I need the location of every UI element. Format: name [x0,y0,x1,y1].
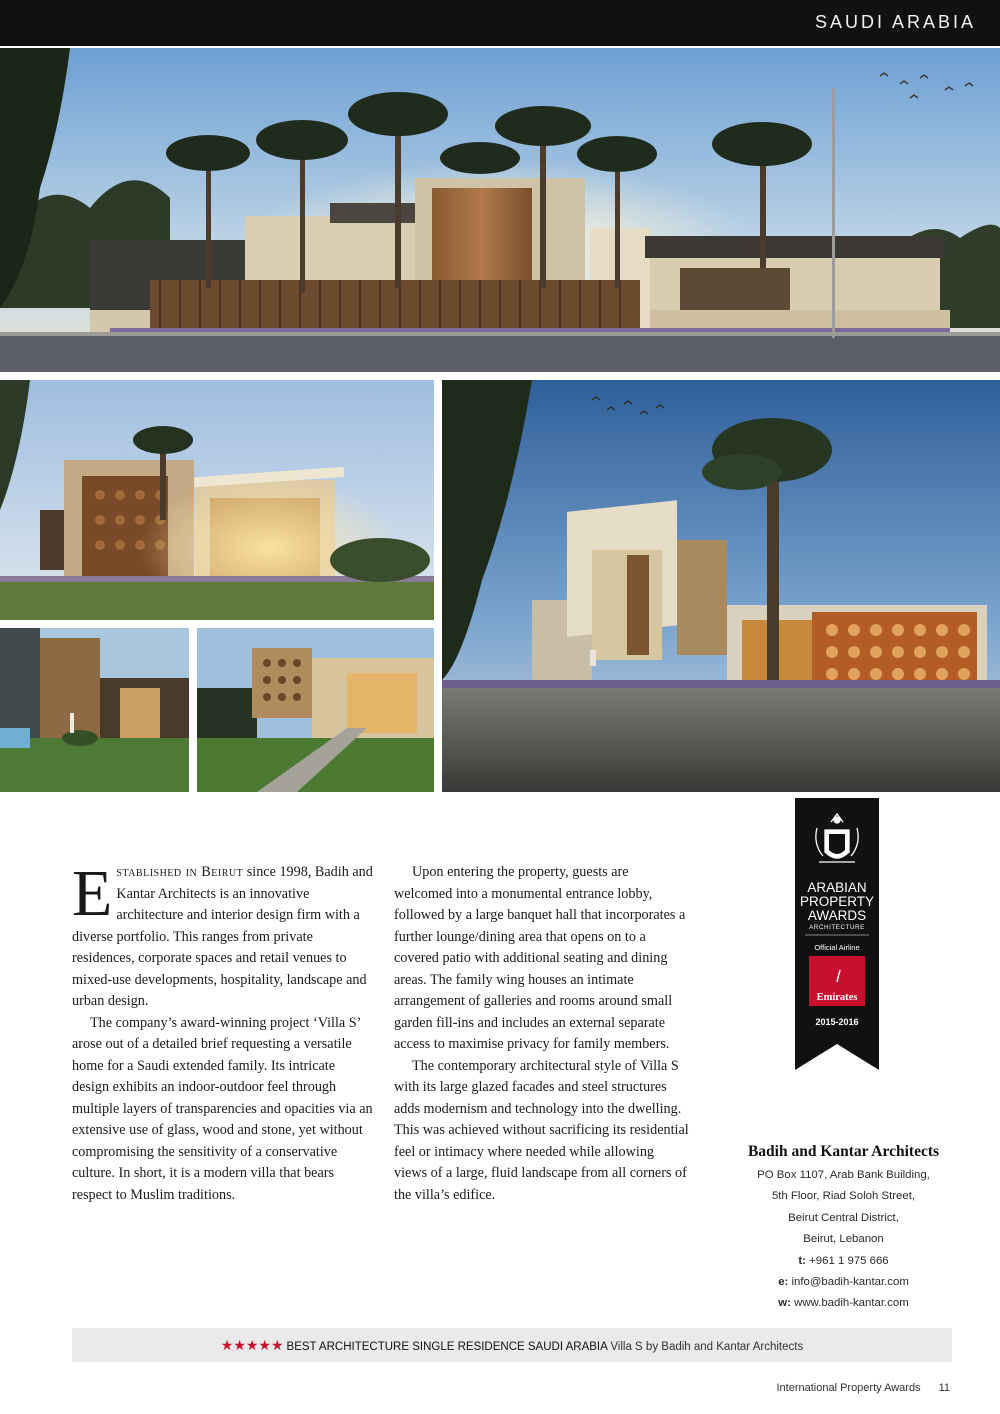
address-line: 5th Floor, Riad Soloh Street, [771,1190,916,1203]
contact-block [715,1142,972,1315]
ribbon-line1: ARABIAN [807,880,867,895]
article-paragraph [72,857,374,1013]
phone-number: +961 1 975 666 [809,1254,889,1267]
phone-line [715,1251,972,1272]
award-category: BEST ARCHITECTURE SINGLE RESIDENCE SAUDI ARABIA [286,1341,608,1353]
phone-label: t: [798,1254,806,1267]
ribbon-line2: PROPERTY [799,894,875,909]
award-bar [72,1328,952,1362]
ribbon-years: 2015-2016 [815,1017,859,1027]
email-link[interactable]: info@badih-kantar.com [791,1276,909,1289]
award-ribbon [795,798,879,1070]
region-label: SAUDI ARABIA [814,12,976,32]
ribbon-line3: AWARDS [807,908,867,923]
web-label: w: [778,1297,791,1310]
article-column-middle [394,862,690,1206]
drop-cap: E [72,857,113,930]
emirates-wordmark: Emirates [816,992,858,1003]
ribbon-line4: ARCHITECTURE [809,924,865,931]
address-line: PO Box 1107, Arab Bank Building, [757,1169,930,1181]
article-paragraph: The contemporary architectural style of Villa S with its large glazed facades and steel structures adds modernism and technology into the dwelling. This was achieved without sacrificing its residential feel or intimacy where needed while allowing views of a large, fluid landscape from all corners of the villa’s edifice. [394,1057,689,1203]
firm-name: Badih and Kantar Architects [747,1143,940,1160]
header-band [0,0,1000,46]
villa-courtyard-photo [0,628,189,792]
villa-entrance-photo [442,380,1000,792]
publication-name: International Property Awards [776,1382,921,1394]
email-line [715,1272,972,1293]
article-column-left [72,857,374,1206]
star-rating-icon: ★★★★★ [220,1337,284,1353]
page-number: 11 [938,1382,950,1394]
page-footer [776,1382,950,1394]
email-label: e: [778,1276,789,1289]
svg-text:ﺍ: ﺍ [834,969,840,986]
address-line: Beirut, Lebanon [803,1233,884,1246]
article-paragraph: Upon entering the property, guests are welcomed into a monumental entrance lobby, followed by a large banquet hall that incorporates a further lounge/dining area that opens on to a covered patio with additional seating and dining areas. The family wing houses an intimate arrangement of galleries and rooms around small garden fill-ins and includes an external separate access to maximise privacy for family members. [394,864,686,1052]
villa-facade-photo [0,380,434,620]
official-airline-label: Official Airline [814,943,860,952]
paragraph-text: since 1998, Badih and Kantar Architects is an innovative architecture and interior design firm with a diverse portfolio. This ranges from private residences, corporate spaces and retail venues to mixed-use developments, hospitality, landscape and urban design. [72,864,373,1009]
villa-garden-photo [197,628,434,792]
article-paragraph: The company’s award-winning project ‘Villa S’ arose out of a detailed brief requesting a versatile home for a Saudi extended family. Its intricate design exhibits an indoor-outdoor feel through multiple layers of transparencies and opacities via an extensive use of glass, wood and stone, yet without compromising the sensitivity of a conservative culture. In short, it is a modern villa that bears respect to Muslim traditions. [72,1014,373,1203]
web-line [715,1293,972,1314]
award-project: Villa S by Badih and Kantar Architects [610,1341,804,1353]
villa-street-photo [0,48,1000,372]
lead-smallcaps: stablished in Beirut [116,864,244,880]
address-line: Beirut Central District, [788,1211,899,1224]
web-link[interactable]: www.badih-kantar.com [794,1297,909,1310]
